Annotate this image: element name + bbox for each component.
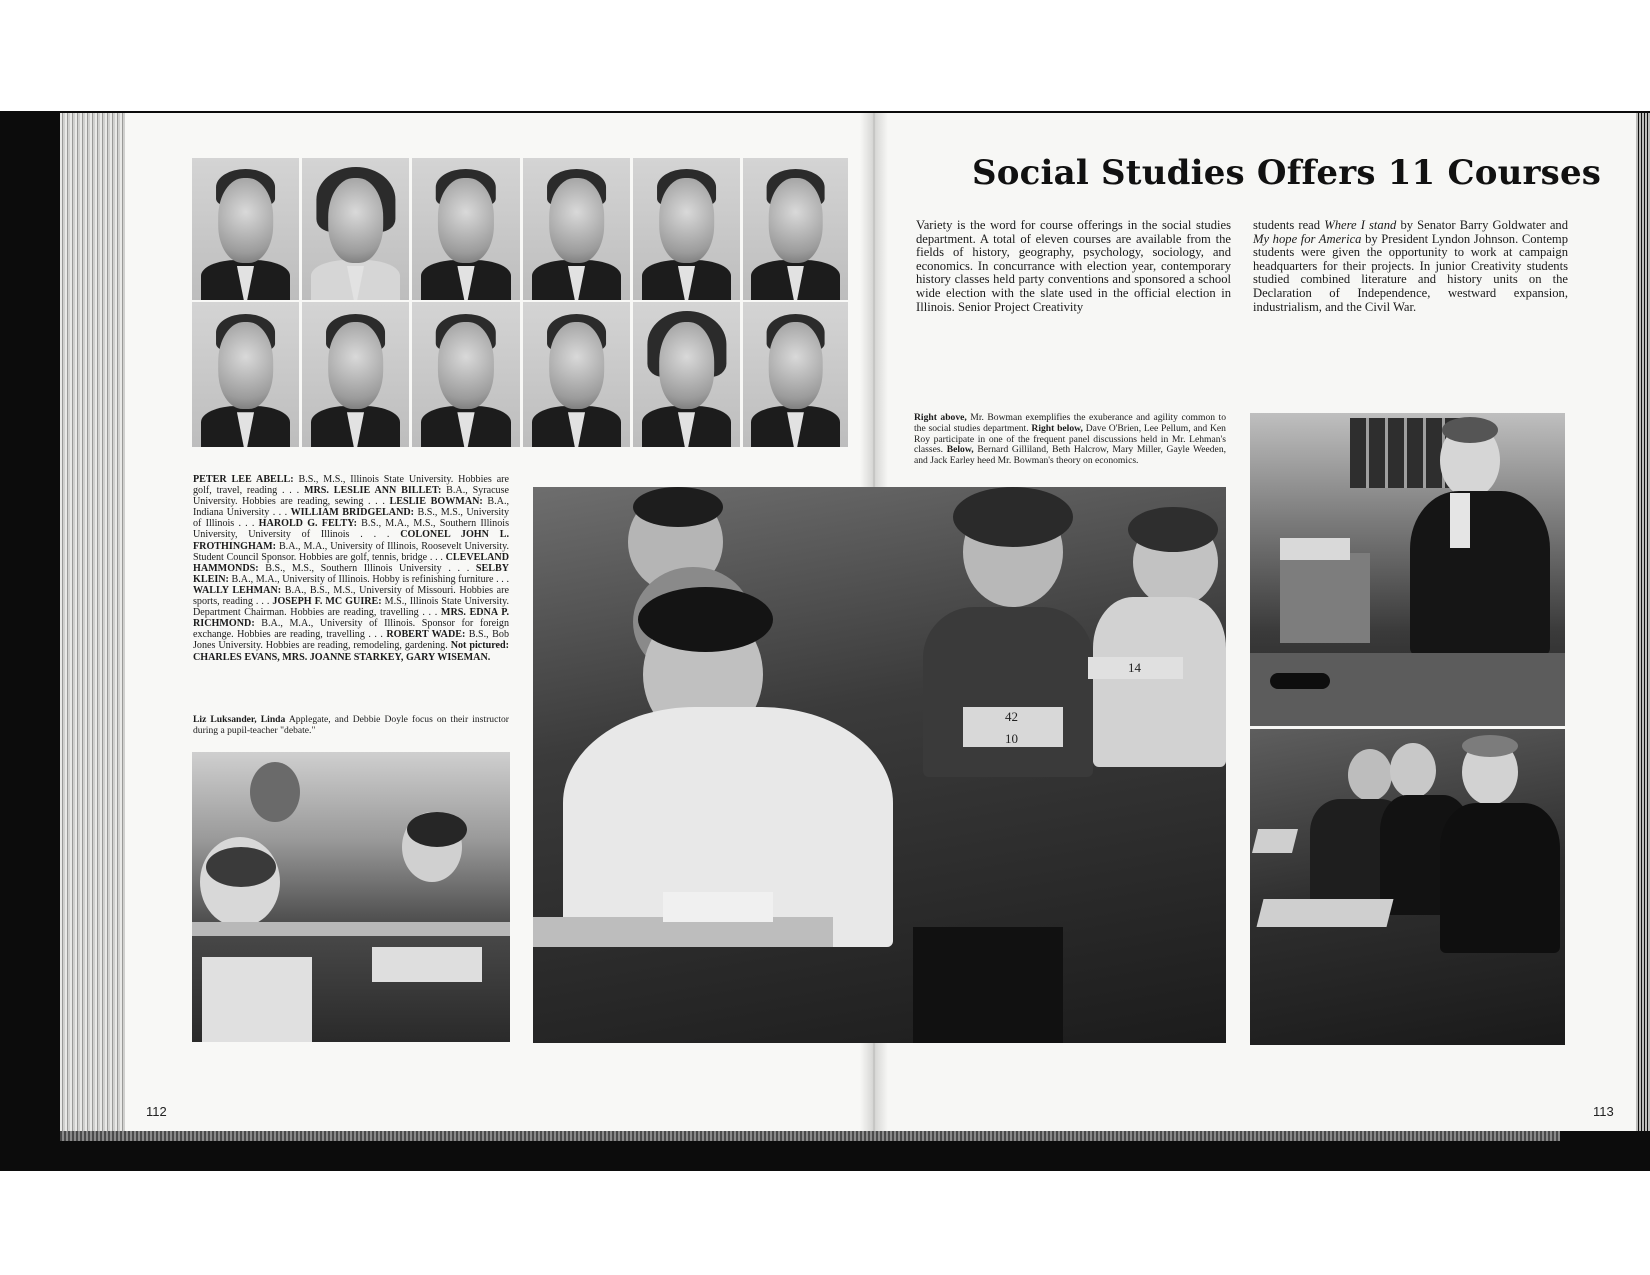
portrait-richmond [633,302,740,447]
intro-column-1 [916,219,1231,314]
intro-text-2a: students read [1253,218,1325,232]
page-headline: Social Studies Offers 11 Courses [972,153,1602,193]
left-photo-caption [193,715,509,737]
book-title-my-hope: My hope for America [1253,231,1362,246]
bio-name: WALLY LEHMAN: [193,584,282,596]
bio-name: PETER LEE ABELL: [193,474,294,485]
portrait-felty [633,158,740,300]
portrait-lehman [412,302,520,447]
bio-name: JOSEPH F. MC GUIRE: [272,596,382,608]
intro-text-2c: by President Lyndon Johnson. Contemp students were given the opportunity to work at campaign headquarters for their projects. In junior Creativity students studied combined literature and history units on the Declaration of Independence, westward expansion, industrialism, and the Civil War. [1253,231,1568,314]
portrait-frothingham [743,158,848,300]
bio-name: WILLIAM BRIDGELAND: [290,507,415,519]
bio-text: B.A., M.A., University of Illinois. Hobby is refinishing furniture . . . [228,573,509,585]
intro-column-2 [1253,219,1568,314]
book-label-14: 14 [1128,660,1141,675]
portrait-billet [302,158,409,300]
photo-bowman-on-desk [1250,413,1565,726]
book-label-10: 10 [1005,731,1018,746]
book-stack [963,707,1063,747]
bio-name: CLEVELAND HAMMONDS: [193,551,509,574]
not-pictured-names: CHARLES EVANS, MRS. JOANNE STARKEY, GARY WISEMAN. [193,651,491,663]
caption-text-left: Applegate, and Debbie Doyle focus on their instructor during a pupil-teacher "debate." [193,714,509,736]
bio-text: B.A., M.A., University of Illinois, Roosevelt University. Student Council Sponsor. Hobbies are golf, tennis, bridge . . . [193,540,509,563]
photo-students-debate [192,752,510,1042]
bio-name: MRS. LESLIE ANN BILLET: [303,485,442,497]
portrait-bridgeland [523,158,630,300]
bio-name: MRS. EDNA P. RICHMOND: [193,607,510,630]
page-edges-left [60,113,130,1131]
bio-name: HAROLD G. FELTY: [258,518,357,530]
caption-text-3: Bernard Gilliland, Beth Halcrow, Mary Miller, Gayle Weeden, and Jack Earley heed Mr. Bowman's theory on economics. [914,444,1227,467]
page-number-left: 112 [146,1104,167,1119]
portrait-hammonds [192,302,299,447]
bio-name: ROBERT WADE: [386,629,466,641]
book-label-42: 42 [1005,709,1018,724]
page-edges-right [1636,113,1650,1131]
page-number-right: 113 [1593,1104,1614,1119]
bio-name: SELBY KLEIN: [193,562,509,585]
caption-lead-right-above: Right above, [914,412,967,423]
bio-text: B.S., M.S., University of Illinois . . . [193,507,509,530]
bio-text: B.A., M.A., University of Illinois. Sponsor for foreign exchange. Hobbies are reading, travelling . . . [193,618,509,641]
bio-text: M.S., Illinois State University. Department Chairman. Hobbies are reading, travelling . . . [193,596,509,619]
book-title-where-i-stand: Where I stand [1324,218,1397,232]
bio-text: B.S., M.S., Southern Illinois University . . . [258,562,476,574]
portrait-abell [192,158,299,300]
bio-text: B.A., B.S., M.S., University of Missouri. Hobbies are sports, reading . . . [193,584,509,608]
portrait-bowman [412,158,520,300]
intro-text-2b: by Senator Barry Goldwater and [1396,218,1568,232]
right-photos-caption [914,413,1226,467]
caption-text-2: Dave O'Brien, Lee Pellum, and Ken Roy participate in one of the frequent panel discussions held in Mr. Lehman's classes. [914,422,1226,456]
portrait-wade [743,302,848,447]
portrait-mcguire [523,302,630,447]
portrait-klein [302,302,409,447]
bio-name: COLONEL JOHN L. FROTHINGHAM: [193,529,509,552]
book-cover-edge [60,1131,1560,1141]
bio-text: B.S., Bob Jones University. Hobbies are reading, remodeling, gardening. [193,629,509,652]
bio-text: B.S., M.S., Illinois State University. Hobbies are golf, travel, reading . . . [193,474,510,497]
caption-lead-right-below: Right below, [1031,422,1083,434]
bio-text: B.S., M.A., M.S., Southern Illinois University, University of Illinois . . . [193,518,509,541]
caption-text-1: Mr. Bowman exemplifies the exuberance and agility common to the social studies department. [914,412,1226,434]
faculty-bios [193,474,509,663]
not-pictured-label: Not pictured: [450,640,509,652]
intro-text-1: Variety is the word for course offerings in the social studies department. A total of eleven courses are available from the fields of history, geography, psychology, sociology, and economics. In concurrance with election year, contemporary history classes held party conventions and sponsored a school wide election with the slate used in the official election in Illinois. Senior Project Creativity [916,218,1231,314]
bio-text: B.A., Indiana University . . . [193,496,509,519]
photo-economics-class [533,487,1226,1043]
caption-lead-below: Below, [946,444,974,456]
caption-lead-left: Liz Luksander, Linda [193,714,286,725]
bio-name: LESLIE BOWMAN: [389,496,483,508]
bio-text: B.A., Syracuse University. Hobbies are reading, sewing . . . [193,485,510,508]
photo-panel-discussion [1250,729,1565,1045]
